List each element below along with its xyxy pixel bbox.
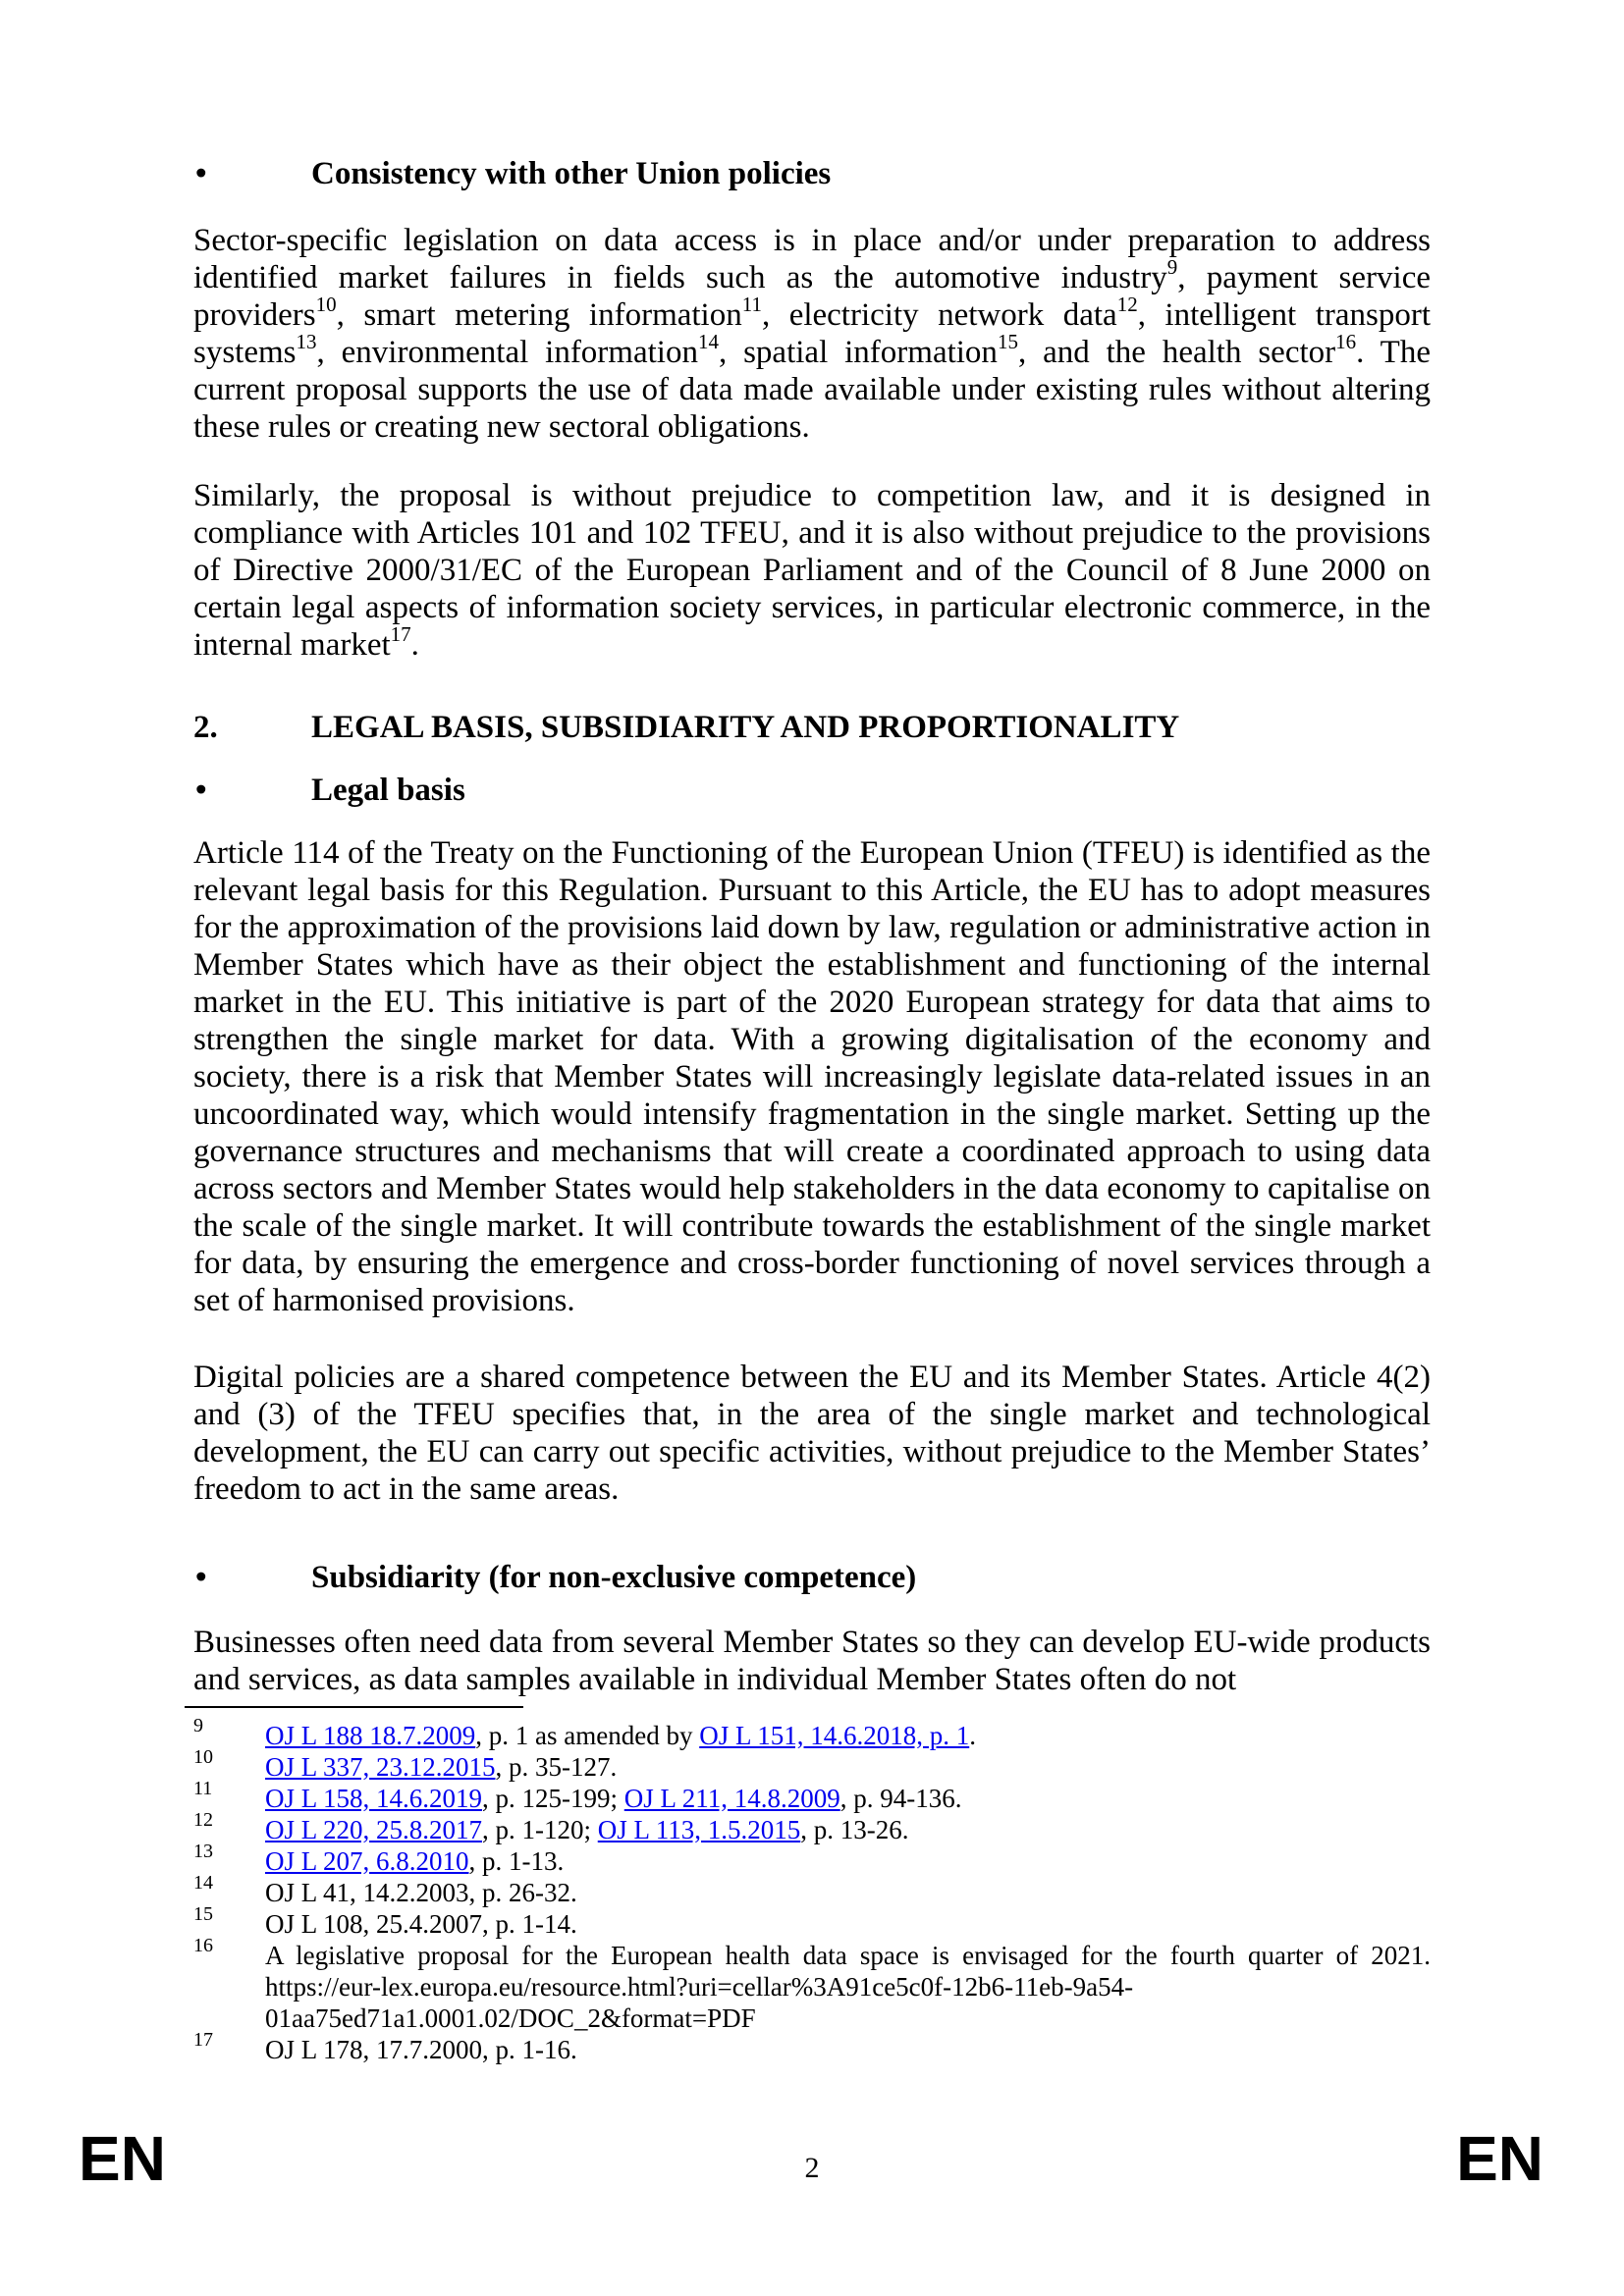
footnote-number: 11 xyxy=(193,1778,213,1799)
page-number: 2 xyxy=(804,2152,820,2184)
footnotes-list xyxy=(193,1715,1431,2065)
footnote-ref: 14 xyxy=(697,330,719,353)
footnote-number: 10 xyxy=(193,1746,213,1768)
footnote-link[interactable]: OJ L 151, 14.6.2018, p. 1 xyxy=(699,1721,970,1750)
footnote-number: 16 xyxy=(193,1935,213,1956)
footnote-ref: 13 xyxy=(296,330,317,353)
footer-language-marker-right: EN xyxy=(1456,2123,1543,2194)
footnote-number: 15 xyxy=(193,1903,213,1925)
footnote-number: 17 xyxy=(193,2029,213,2051)
footnote-ref: 12 xyxy=(1116,293,1138,316)
footnote-link[interactable]: OJ L 158, 14.6.2019 xyxy=(265,1784,482,1813)
footnote: 16 A legislative proposal for the European health data space is envisaged for the fourth quarter of 2021. https://eur-lex.europa.eu/resource.html?uri=cellar%3A91ce5c0f-12b6-11eb-9a54- 01aa75ed71a1.0001.02/DOC_2&format=PDF xyxy=(193,1935,1431,2033)
heading-text: Legal basis xyxy=(311,773,465,808)
paragraph: Article 114 of the Treaty on the Functioning of the European Union (TFEU) is identified as the relevant legal basis for this Regulation. Pursuant to this Article, the EU has to adopt measures for the approximation of the provisions laid down by law, regulation or administrative action in Member States which have as their object the establishment and functioning of the internal market in the EU. This initiative is part of the 2020 European strategy for data that aims to strengthen the single market for data. With a growing digitalisation of the economy and society, there is a risk that Member States will increasingly legislate data-related issues in an uncoordinated way, which would intensify fragmentation in the single market. Setting up the governance structures and mechanisms that will create a coordinated approach to using data across sectors and Member States would help stakeholders in the data economy to capitalise on the scale of the single market. It will contribute towards the establishment of the single market for data, by ensuring the emergence and cross-border functioning of novel services through a set of harmonised provisions. xyxy=(193,835,1431,1318)
footnote-ref: 10 xyxy=(315,293,337,316)
footnote: 17 OJ L 178, 17.7.2000, p. 1-16. xyxy=(193,2029,577,2064)
footnote-ref: 9 xyxy=(1166,255,1178,279)
footer-language-marker-left: EN xyxy=(79,2123,166,2194)
footnote: 11 OJ L 158, 14.6.2019, p. 125-199; OJ L 211, 14.8.2009, p. 94-136. xyxy=(193,1778,962,1813)
bullet-icon: • xyxy=(195,773,207,808)
footnote-link[interactable]: OJ L 207, 6.8.2010 xyxy=(265,1846,469,1876)
footnote: 9 OJ L 188 18.7.2009, p. 1 as amended by OJ L 151, 14.6.2018, p. 1. xyxy=(193,1715,976,1750)
footnote-separator xyxy=(185,1706,523,1708)
footnote-ref: 15 xyxy=(997,330,1018,353)
footnote-link[interactable]: OJ L 220, 25.8.2017 xyxy=(265,1815,482,1844)
footnote-number: 12 xyxy=(193,1809,213,1831)
heading-text: LEGAL BASIS, SUBSIDIARITY AND PROPORTIONALITY xyxy=(311,710,1180,745)
footnote-text-line: A legislative proposal for the European health data space is envisaged for the fourth quarter of 2021. xyxy=(265,1941,1431,1970)
bullet-icon: • xyxy=(195,1560,207,1595)
footnote-ref: 16 xyxy=(1335,330,1357,353)
paragraph: Businesses often need data from several Member States so they can develop EU-wide products and services, as data samples available in individual Member States often do not xyxy=(193,1625,1431,1697)
paragraph: Sector-specific legislation on data access is in place and/or under preparation to address identified market failures in fields such as the automotive industry$^9$, payment service providers$^{10}$, smart metering information$^{11}$, electricity network data$^{12}$, intelligent transport systems$^{13}$, environmental information$^{14}$, spatial information$^{15}$, and the health sector$^{16}$. The current proposal supports the use of data made available under existing rules without altering these rules or creating new sectoral obligations. xyxy=(193,223,1432,445)
footnote-link[interactable]: OJ L 337, 23.12.2015 xyxy=(265,1752,496,1782)
footnote-link[interactable]: OJ L 211, 14.8.2009 xyxy=(623,1784,840,1813)
footnote: 10 OJ L 337, 23.12.2015, p. 35-127. xyxy=(193,1746,618,1782)
footnote: 13 OJ L 207, 6.8.2010, p. 1-13. xyxy=(193,1841,565,1876)
footnote-ref: 11 xyxy=(741,293,762,316)
footnotes-section xyxy=(193,1706,1431,2065)
section-number: 2. xyxy=(193,710,218,745)
footnote-link[interactable]: OJ L 188 18.7.2009 xyxy=(265,1721,476,1750)
footnote: 12 OJ L 220, 25.8.2017, p. 1-120; OJ L 113, 1.5.2015, p. 13-26. xyxy=(193,1809,909,1844)
footnote-number: 13 xyxy=(193,1841,213,1862)
footnote-number: 14 xyxy=(193,1872,213,1894)
numbered-heading xyxy=(193,709,1431,746)
bullet-heading xyxy=(193,772,1431,809)
bullet-heading xyxy=(193,155,1431,192)
heading-text: Consistency with other Union policies xyxy=(311,156,832,191)
bullet-icon: • xyxy=(195,156,207,191)
bullet-heading xyxy=(193,1559,1431,1596)
paragraph: Digital policies are a shared competence between the EU and its Member States. Article 4(2) and (3) of the TFEU specifies that, in the area of the single market and technological development, the EU can carry out specific activities, without prejudice to the Member States’ freedom to act in the same areas. xyxy=(193,1360,1431,1507)
footnote: 14 OJ L 41, 14.2.2003, p. 26-32. xyxy=(193,1872,577,1907)
footnote-link[interactable]: OJ L 113, 1.5.2015 xyxy=(597,1815,801,1844)
document-body xyxy=(193,137,1431,1698)
footnote-number: 9 xyxy=(193,1715,203,1736)
paragraph: Similarly, the proposal is without prejudice to competition law, and it is designed in compliance with Articles 101 and 102 TFEU, and it is also without prejudice to the provisions of Directive 2000/31/EC of the European Parliament and of the Council of 8 June 2000 on certain legal aspects of information society services, in particular electronic commerce, in the internal market$^{17}$. xyxy=(193,478,1431,663)
heading-text: Subsidiarity (for non-exclusive competence) xyxy=(311,1560,917,1595)
footnote-ref: 17 xyxy=(390,622,411,646)
footnote: 15 OJ L 108, 25.4.2007, p. 1-14. xyxy=(193,1903,577,1939)
